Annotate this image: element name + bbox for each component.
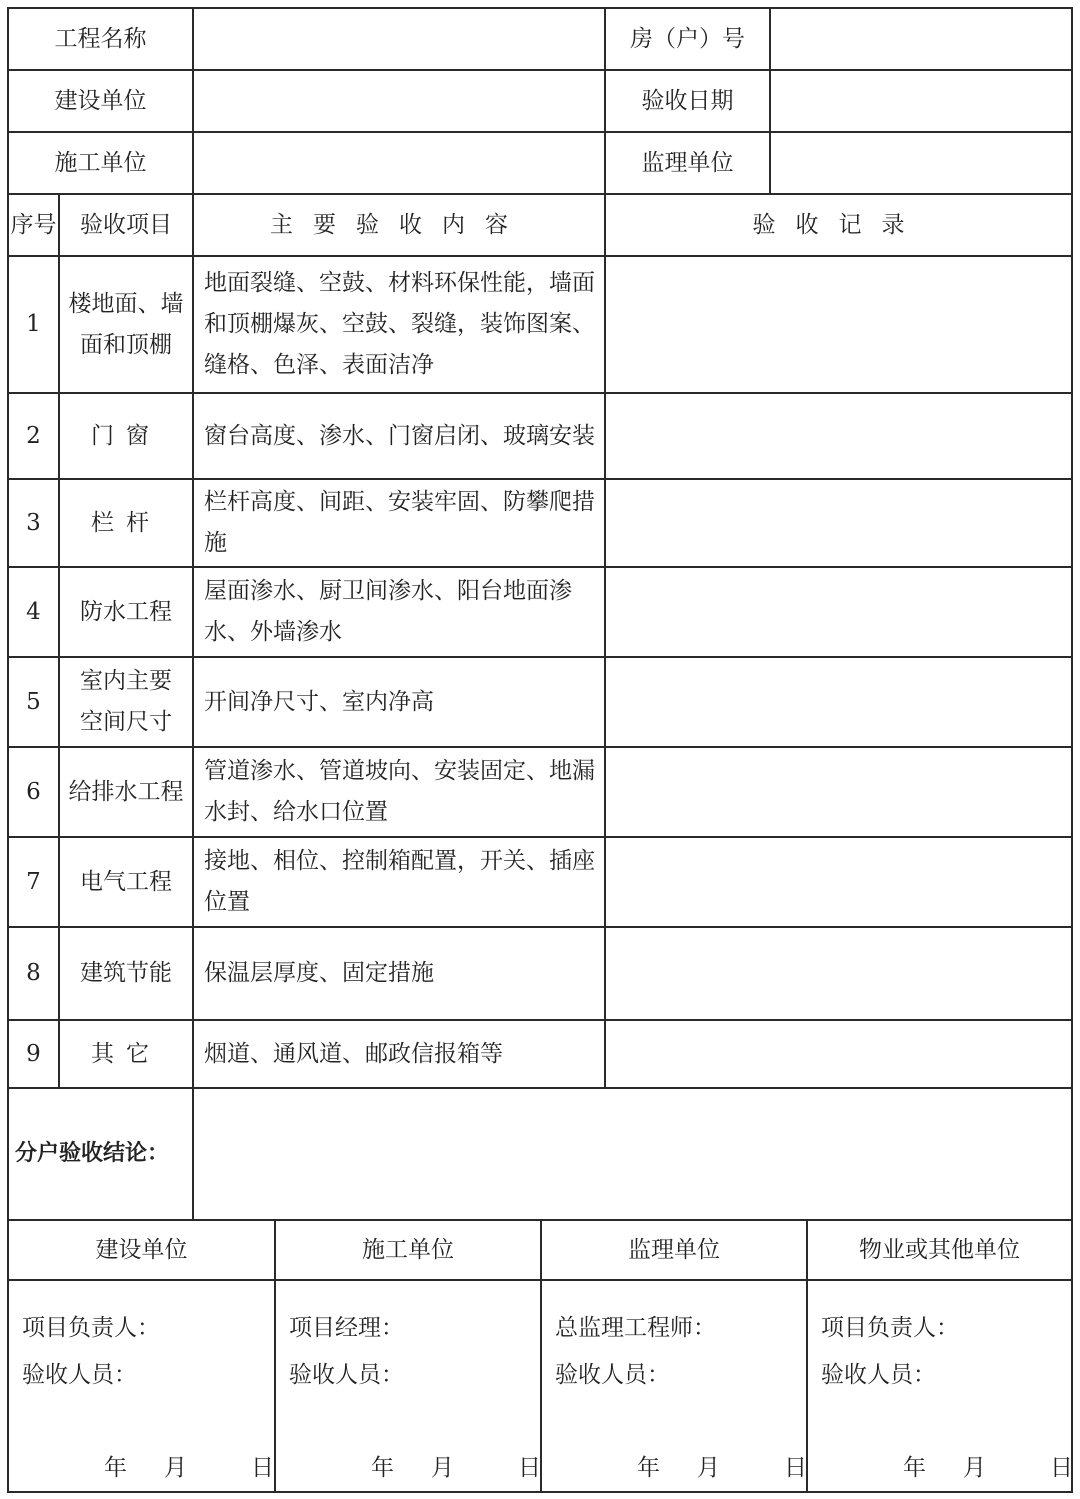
date-day: 日 <box>251 1455 274 1481</box>
row-item: 建筑节能 <box>58 926 194 1021</box>
signature-block <box>7 1279 276 1493</box>
date-day: 日 <box>784 1455 807 1481</box>
row-content-text: 屋面渗水、厨卫间渗水、阳台地面渗水、外墙渗水 <box>204 578 572 645</box>
row-item: 栏杆 <box>58 478 194 568</box>
row-record[interactable] <box>604 656 1073 748</box>
sig-line2: 验收人员： <box>22 1362 137 1388</box>
row-content-text: 地面裂缝、空鼓、材料环保性能，墙面和顶棚爆灰、空鼓、裂缝，装饰图案、缝格、色泽、表面洁净 <box>204 270 595 378</box>
row-item: 给排水工程 <box>58 746 194 838</box>
sig-line1: 项目负责人： <box>821 1315 959 1341</box>
signature-block <box>540 1279 808 1493</box>
row-content <box>192 926 606 1021</box>
signature-block <box>806 1279 1073 1493</box>
row-content-text: 接地、相位、控制箱配置，开关、插座位置 <box>204 848 595 915</box>
supervisor-label: 监理单位 <box>604 131 771 195</box>
date-day: 日 <box>1050 1455 1073 1481</box>
row-content <box>192 836 606 928</box>
acceptance-date-value[interactable] <box>769 69 1073 133</box>
sig-date[interactable] <box>276 1453 540 1483</box>
col-header-content: 主要验收内容 <box>192 193 606 257</box>
room-no-label: 房（户）号 <box>604 7 771 71</box>
sig-line1: 项目经理： <box>289 1315 404 1341</box>
sig-date[interactable] <box>808 1453 1071 1483</box>
date-month: 月 <box>963 1455 986 1481</box>
row-no: 8 <box>7 926 60 1021</box>
acceptance-form <box>7 7 1073 1493</box>
row-record[interactable] <box>604 392 1073 480</box>
row-content-text: 栏杆高度、间距、安装牢固、防攀爬措施 <box>204 489 595 556</box>
sig-unit-label: 物业或其他单位 <box>806 1219 1073 1281</box>
row-record[interactable] <box>604 255 1073 394</box>
date-year: 年 <box>637 1455 660 1481</box>
sig-line1: 项目负责人： <box>22 1315 160 1341</box>
project-name-value[interactable] <box>192 7 606 71</box>
contractor-label: 施工单位 <box>7 131 194 195</box>
sig-date[interactable] <box>542 1453 806 1483</box>
row-item-text: 楼地面、墙面和顶棚 <box>68 290 184 358</box>
row-content-text: 烟道、通风道、邮政信报箱等 <box>204 1040 503 1067</box>
date-month: 月 <box>431 1455 454 1481</box>
signature-block <box>274 1279 542 1493</box>
row-item: 电气工程 <box>58 836 194 928</box>
row-record[interactable] <box>604 746 1073 838</box>
row-item <box>58 656 194 748</box>
row-record[interactable] <box>604 478 1073 568</box>
row-content <box>192 392 606 480</box>
conclusion-label: 分户验收结论： <box>7 1087 194 1221</box>
sig-line2: 验收人员： <box>555 1362 670 1388</box>
col-header-record: 验收记录 <box>604 193 1073 257</box>
row-item-text: 室内主要空间尺寸 <box>80 668 172 735</box>
row-record[interactable] <box>604 926 1073 1021</box>
date-year: 年 <box>371 1455 394 1481</box>
sig-unit-label: 监理单位 <box>540 1219 808 1281</box>
row-no: 9 <box>7 1019 60 1089</box>
row-no: 4 <box>7 566 60 658</box>
row-no: 3 <box>7 478 60 568</box>
col-header-no: 序号 <box>7 193 60 257</box>
row-content-text: 窗台高度、渗水、门窗启闭、玻璃安装 <box>204 422 595 449</box>
row-content <box>192 746 606 838</box>
room-no-value[interactable] <box>769 7 1073 71</box>
project-name-label: 工程名称 <box>7 7 194 71</box>
row-content <box>192 255 606 394</box>
sig-line2: 验收人员： <box>289 1362 404 1388</box>
row-record[interactable] <box>604 836 1073 928</box>
row-content-text: 开间净尺寸、室内净高 <box>204 688 434 715</box>
conclusion-value[interactable] <box>192 1087 1073 1221</box>
row-content <box>192 478 606 568</box>
sig-line2: 验收人员： <box>821 1362 936 1388</box>
row-no: 1 <box>7 255 60 394</box>
col-header-item: 验收项目 <box>58 193 194 257</box>
date-month: 月 <box>164 1455 187 1481</box>
builder-value[interactable] <box>192 69 606 133</box>
row-item: 其它 <box>58 1019 194 1089</box>
row-record[interactable] <box>604 566 1073 658</box>
sig-line1: 总监理工程师： <box>555 1315 716 1341</box>
sig-unit-label: 建设单位 <box>7 1219 276 1281</box>
row-content <box>192 566 606 658</box>
builder-label: 建设单位 <box>7 69 194 133</box>
row-no: 7 <box>7 836 60 928</box>
row-no: 6 <box>7 746 60 838</box>
acceptance-date-label: 验收日期 <box>604 69 771 133</box>
row-item: 防水工程 <box>58 566 194 658</box>
date-year: 年 <box>903 1455 926 1481</box>
row-record[interactable] <box>604 1019 1073 1089</box>
row-item <box>58 255 194 394</box>
row-no: 2 <box>7 392 60 480</box>
row-content-text: 管道渗水、管道坡向、安装固定、地漏水封、给水口位置 <box>204 758 595 825</box>
row-item: 门窗 <box>58 392 194 480</box>
sig-unit-label: 施工单位 <box>274 1219 542 1281</box>
contractor-value[interactable] <box>192 131 606 195</box>
supervisor-value[interactable] <box>769 131 1073 195</box>
date-day: 日 <box>518 1455 541 1481</box>
row-content <box>192 1019 606 1089</box>
row-content-text: 保温层厚度、固定措施 <box>204 960 434 986</box>
date-year: 年 <box>104 1455 127 1481</box>
row-content <box>192 656 606 748</box>
row-no: 5 <box>7 656 60 748</box>
sig-date[interactable] <box>9 1453 274 1483</box>
date-month: 月 <box>697 1455 720 1481</box>
